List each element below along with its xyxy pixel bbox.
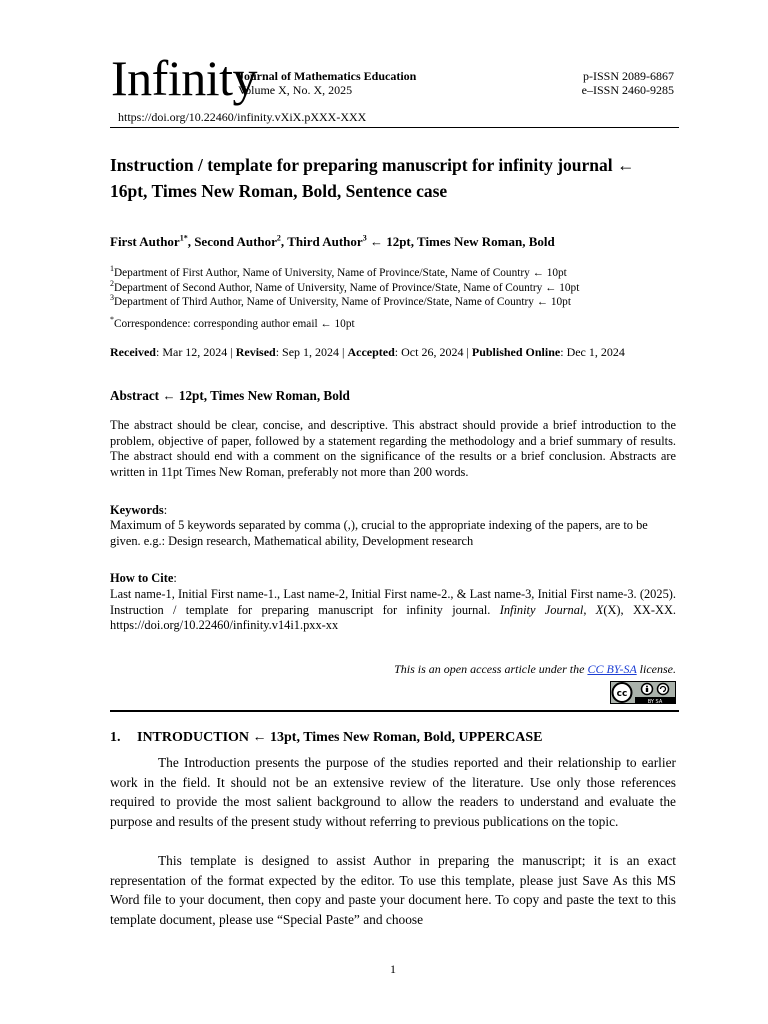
page-number: 1 bbox=[390, 962, 396, 976]
author-sep: , bbox=[187, 234, 195, 249]
received-date: : Mar 12, 2024 | bbox=[155, 345, 236, 359]
abstract-heading: Abstract ← 12pt, Times New Roman, Bold bbox=[110, 388, 350, 403]
correspondence-text: Correspondence: corresponding author email ← 10pt bbox=[114, 318, 355, 330]
affiliation-sup: 2 bbox=[110, 278, 114, 288]
cc-by-sa-badge-icon[interactable] bbox=[610, 681, 676, 704]
section-divider bbox=[110, 710, 679, 712]
affiliations bbox=[110, 266, 676, 310]
published-label: Published Online bbox=[471, 345, 561, 359]
journal-volume: Volume X, No. X, 2025 bbox=[238, 83, 353, 97]
accepted-label: Accepted bbox=[347, 345, 395, 359]
published-date: : Dec 1, 2024 bbox=[560, 345, 625, 359]
header-divider bbox=[110, 127, 679, 128]
author-3-sup: 3 bbox=[362, 233, 367, 243]
issn-block bbox=[582, 69, 674, 97]
open-access-statement bbox=[394, 662, 676, 677]
introduction-heading bbox=[110, 730, 676, 746]
affiliation-1 bbox=[110, 266, 676, 281]
oa-prefix: This is an open access article under the bbox=[394, 662, 588, 676]
cite-label: How to Cite bbox=[110, 571, 174, 585]
keywords-heading bbox=[110, 503, 676, 518]
eissn: e–ISSN 2460-9285 bbox=[581, 83, 674, 97]
revised-date: : Sep 1, 2024 | bbox=[275, 345, 348, 359]
cite-colon: : bbox=[173, 571, 177, 585]
abstract-text: The abstract should be clear, concise, and descriptive. This abstract should provide a brief introduction to the problem, objective of paper, followed by a statement regarding the methodology and a brief summary of results. The abstract should end with a comment on the significance of the results or a brief conclusion. Abstracts are written in 11pt Times New Roman, preferably not more than 200 words. bbox=[110, 418, 676, 479]
paper-title: Instruction / template for preparing manuscript for infinity journal ← 16pt, Times New Roman, Bold, Sentence case bbox=[110, 155, 635, 201]
section-number: 1. bbox=[110, 730, 121, 745]
affiliation-2 bbox=[110, 278, 676, 296]
correspondence bbox=[110, 317, 676, 331]
pissn: p-ISSN 2089-6867 bbox=[582, 69, 674, 83]
header-doi[interactable]: https://doi.org/10.22460/infinity.vXiX.pXXX-XXX bbox=[118, 110, 367, 124]
cite-volume: X bbox=[595, 602, 604, 617]
correspondence-sup: * bbox=[110, 315, 114, 325]
author-sep: , bbox=[280, 234, 288, 249]
journal-name: Journal of Mathematics Education bbox=[238, 69, 417, 83]
author-3: Third Author bbox=[287, 234, 363, 249]
revised-label: Revised bbox=[235, 345, 276, 359]
received-label: Received bbox=[110, 345, 156, 359]
author-list bbox=[110, 233, 676, 251]
affiliation-text: Department of Second Author, Name of University, Name of Province/State, Name of Country ← 10pt bbox=[114, 281, 580, 294]
affiliation-sup: 3 bbox=[110, 293, 114, 303]
keywords-colon: : bbox=[163, 503, 168, 517]
affiliation-text: Department of Third Author, Name of University, Name of Province/State, Name of Country ← 10pt bbox=[114, 296, 571, 308]
keywords-text: Maximum of 5 keywords separated by comma (,), crucial to the appropriate indexing of the papers, are to be given. e.g.: Design research, Mathematical ability, Development research bbox=[110, 518, 648, 548]
author-1-sup: 1* bbox=[179, 233, 188, 243]
keywords-label: Keywords bbox=[110, 503, 164, 517]
affiliation-text: Department of First Author, Name of University, Name of Province/State, Name of Country ← 10pt bbox=[114, 267, 567, 279]
author-note: ← 12pt, Times New Roman, Bold bbox=[366, 234, 555, 249]
accepted-date: : Oct 26, 2024 | bbox=[394, 345, 472, 359]
cite-text-b: (X), XX-XX. https://doi.org/10.22460/infinity.v14i1.pxx-xx bbox=[110, 602, 676, 632]
section-title: INTRODUCTION ← 13pt, Times New Roman, Bold, UPPERCASE bbox=[137, 730, 543, 745]
cite-journal: Infinity Journal bbox=[499, 602, 584, 617]
oa-suffix: license. bbox=[636, 662, 676, 676]
cc-logo-text: cc bbox=[616, 689, 628, 699]
introduction-paragraph-1: The Introduction presents the purpose of the studies reported and their relationship to earlier work in the field. It should not be an extensive review of the literature. Use only those references required to provide the most salient background to allow the readers to understand and evaluate the purpose and results of the present study without referring to previous publications on the topic. bbox=[110, 755, 676, 829]
author-2-sup: 2 bbox=[276, 233, 281, 243]
cc-by-sa-text: BY SA bbox=[647, 698, 663, 704]
affiliation-sup: 1 bbox=[110, 264, 114, 274]
how-to-cite-heading bbox=[110, 571, 676, 586]
cite-text-a: Last name-1, Initial First name-1., Last name-2, Initial First name-2., & Last name-3, Initial First name-3. (2025). Instruction / template for preparing manuscript for infinity journal. bbox=[110, 587, 676, 617]
cc-by-sa-link[interactable]: CC BY-SA bbox=[587, 662, 637, 676]
publication-dates bbox=[110, 345, 676, 359]
affiliation-3 bbox=[110, 295, 676, 310]
introduction-paragraph-2: This template is designed to assist Author in preparing the manuscript; it is an exact representation of the format expected by the editor. To use this template, please just Save As this MS Word file to your document, then copy and paste your document here. To copy and paste the text to this template document, please use “Special Paste” and choose bbox=[110, 853, 676, 927]
journal-logo: Infinity bbox=[111, 50, 257, 106]
cite-comma: , bbox=[583, 602, 596, 617]
author-2: Second Author bbox=[194, 234, 277, 249]
how-to-cite-text bbox=[110, 587, 676, 634]
author-1: First Author bbox=[110, 234, 180, 249]
